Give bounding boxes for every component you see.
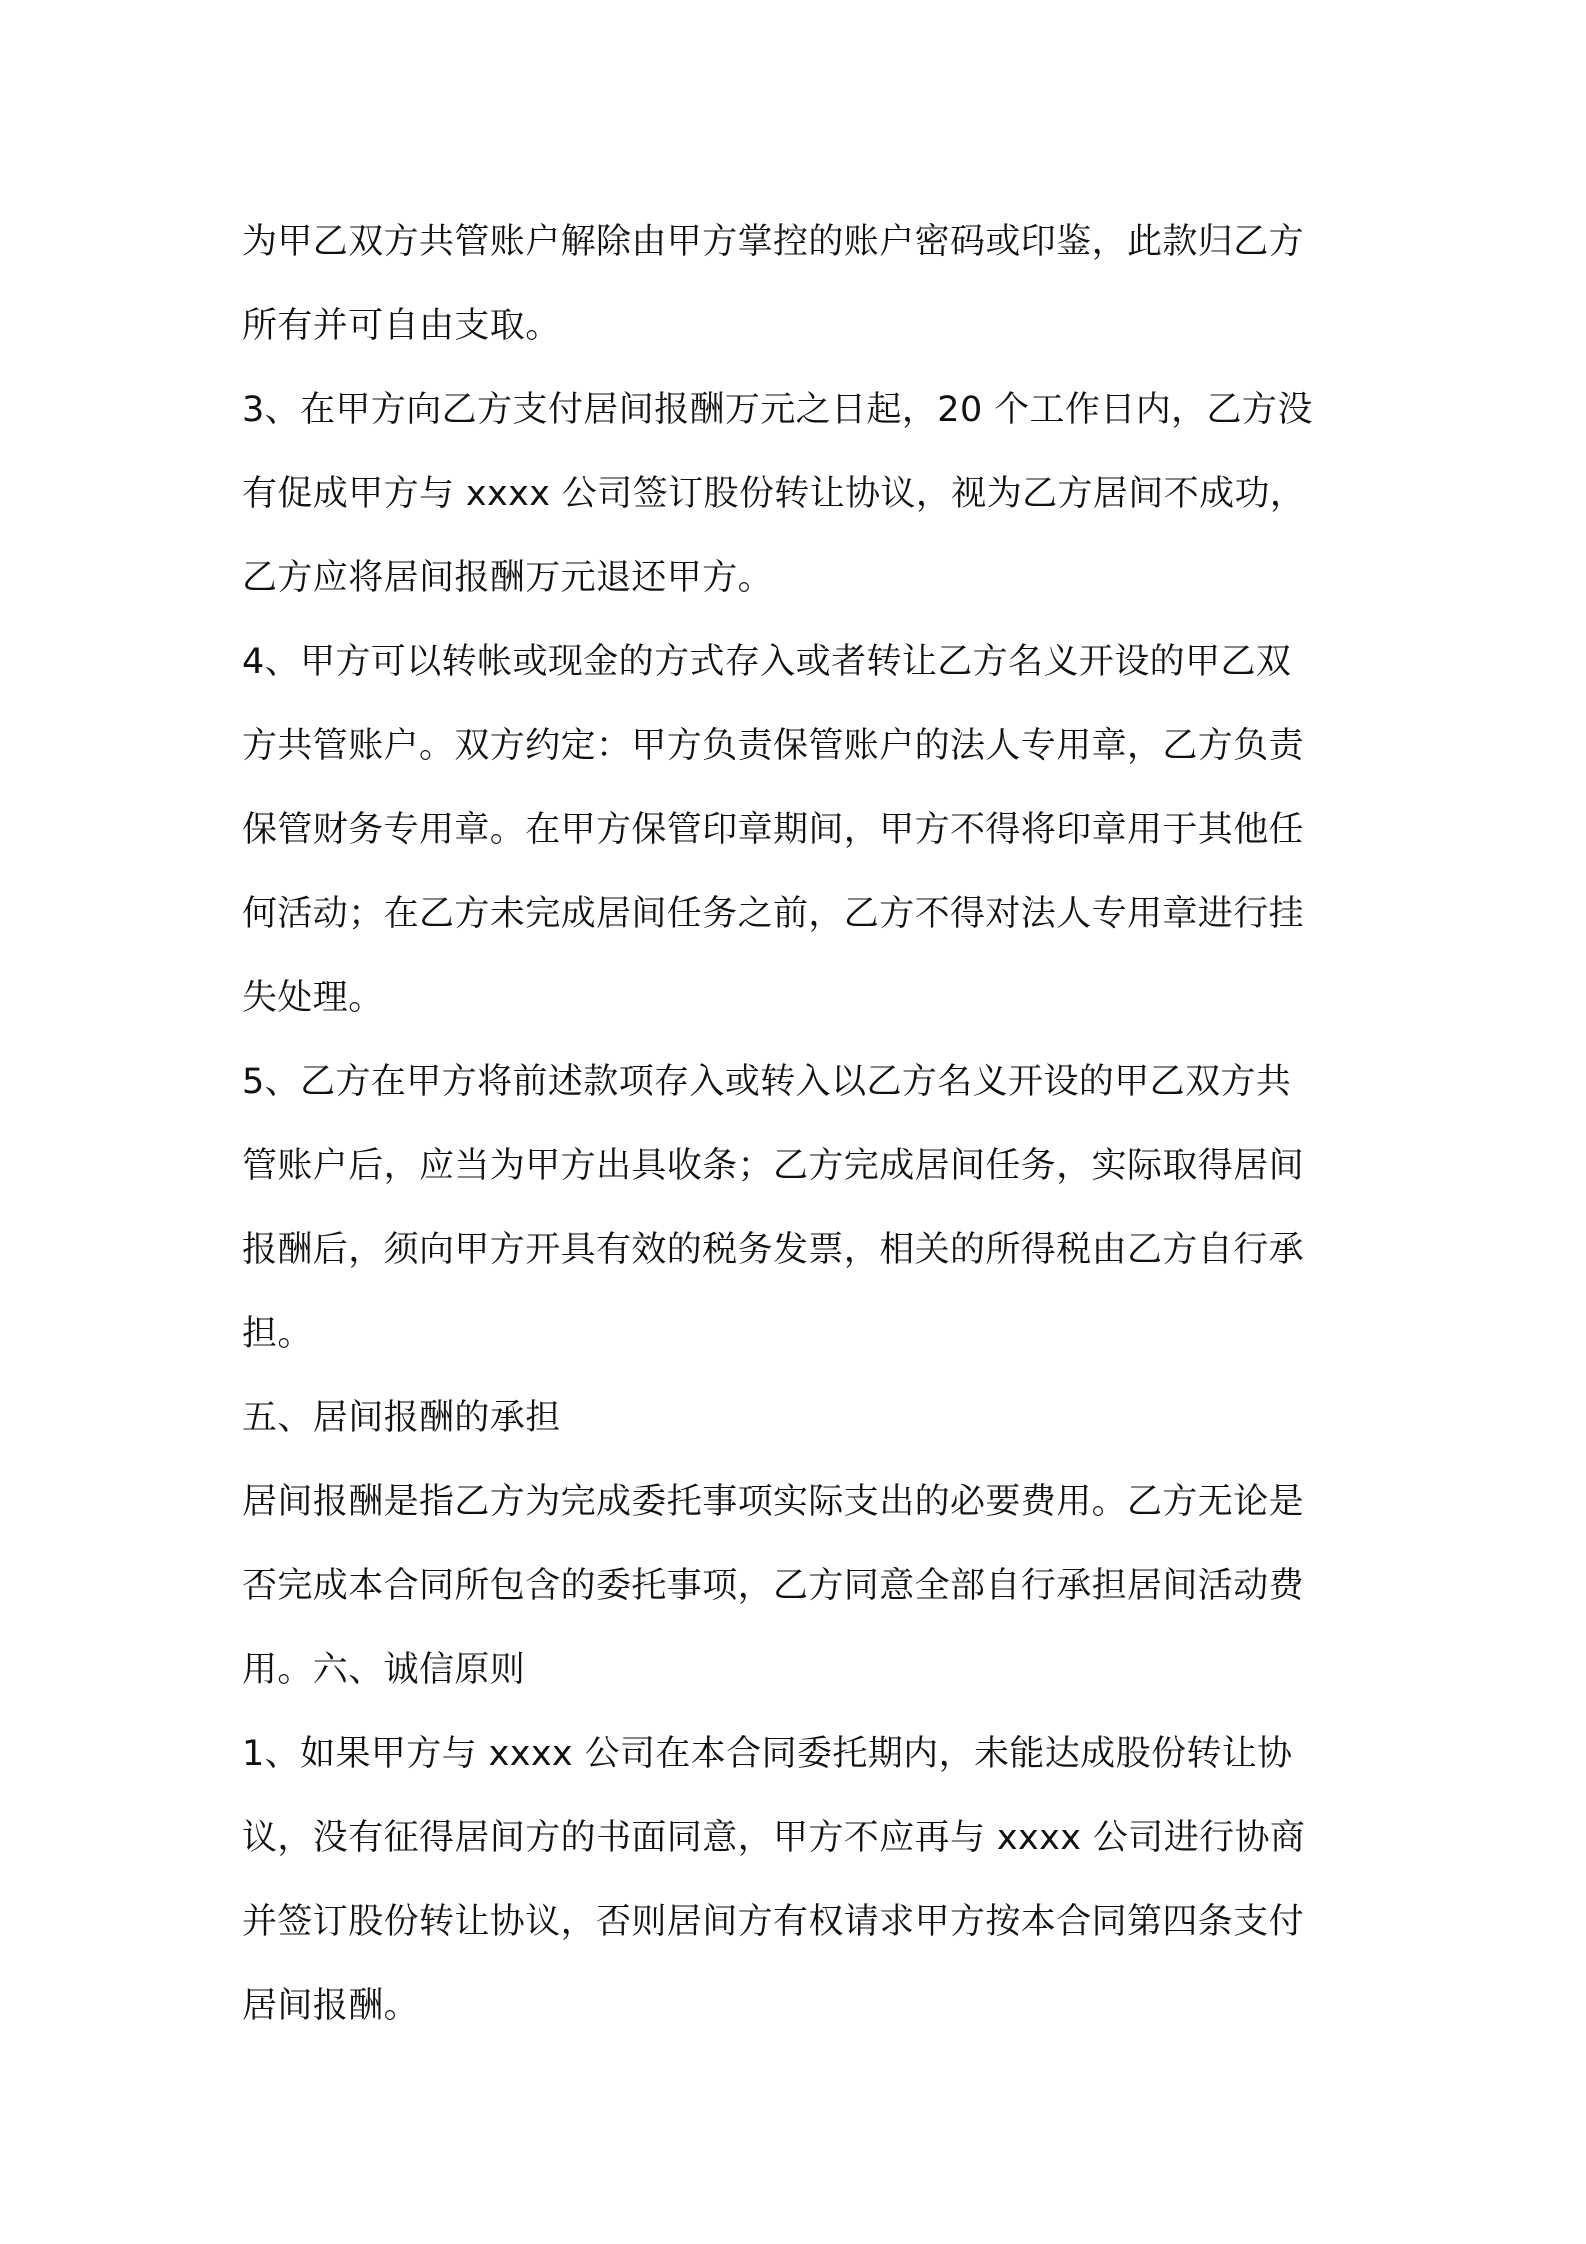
text-line: 管账户后，应当为甲方出具收条；乙方完成居间任务，实际取得居间 [242, 1146, 1305, 1186]
document-body [242, 200, 1362, 2048]
text-line: 方共管账户。双方约定：甲方负责保管账户的法人专用章，乙方负责 [242, 726, 1305, 766]
text-line: 保管财务专用章。在甲方保管印章期间，甲方不得将印章用于其他任 [242, 810, 1305, 850]
text-line: 3、在甲方向乙方支付居间报酬万元之日起，20 个工作日内，乙方没 [242, 390, 1313, 430]
text-line: 有促成甲方与 xxxx 公司签订股份转让协议，视为乙方居间不成功， [242, 474, 1306, 514]
text-line: 居间报酬。 [242, 1986, 420, 2026]
text-line: 失处理。 [242, 978, 384, 1018]
text-line: 并签订股份转让协议，否则居间方有权请求甲方按本合同第四条支付 [242, 1902, 1305, 1942]
section-heading: 五、居间报酬的承担 [242, 1398, 561, 1438]
text-line: 所有并可自由支取。 [242, 306, 561, 346]
text-line: 议，没有征得居间方的书面同意，甲方不应再与 xxxx 公司进行协商 [242, 1818, 1306, 1858]
text-line: 何活动；在乙方未完成居间任务之前，乙方不得对法人专用章进行挂 [242, 894, 1305, 934]
text-line: 1、如果甲方与 xxxx 公司在本合同委托期内，未能达成股份转让协 [242, 1734, 1293, 1774]
text-line: 5、乙方在甲方将前述款项存入或转入以乙方名义开设的甲乙双方共 [242, 1062, 1292, 1102]
text-line: 担。 [242, 1314, 313, 1354]
text-line: 否完成本合同所包含的委托事项，乙方同意全部自行承担居间活动费 [242, 1566, 1305, 1606]
text-line: 乙方应将居间报酬万元退还甲方。 [242, 558, 774, 598]
text-line: 用。六、诚信原则 [242, 1650, 526, 1690]
text-line: 居间报酬是指乙方为完成委托事项实际支出的必要费用。乙方无论是 [242, 1482, 1305, 1522]
text-line: 报酬后，须向甲方开具有效的税务发票，相关的所得税由乙方自行承 [242, 1230, 1305, 1270]
text-line: 4、甲方可以转帐或现金的方式存入或者转让乙方名义开设的甲乙双 [242, 642, 1292, 682]
text-line: 为甲乙双方共管账户解除由甲方掌控的账户密码或印鉴，此款归乙方 [242, 222, 1305, 262]
